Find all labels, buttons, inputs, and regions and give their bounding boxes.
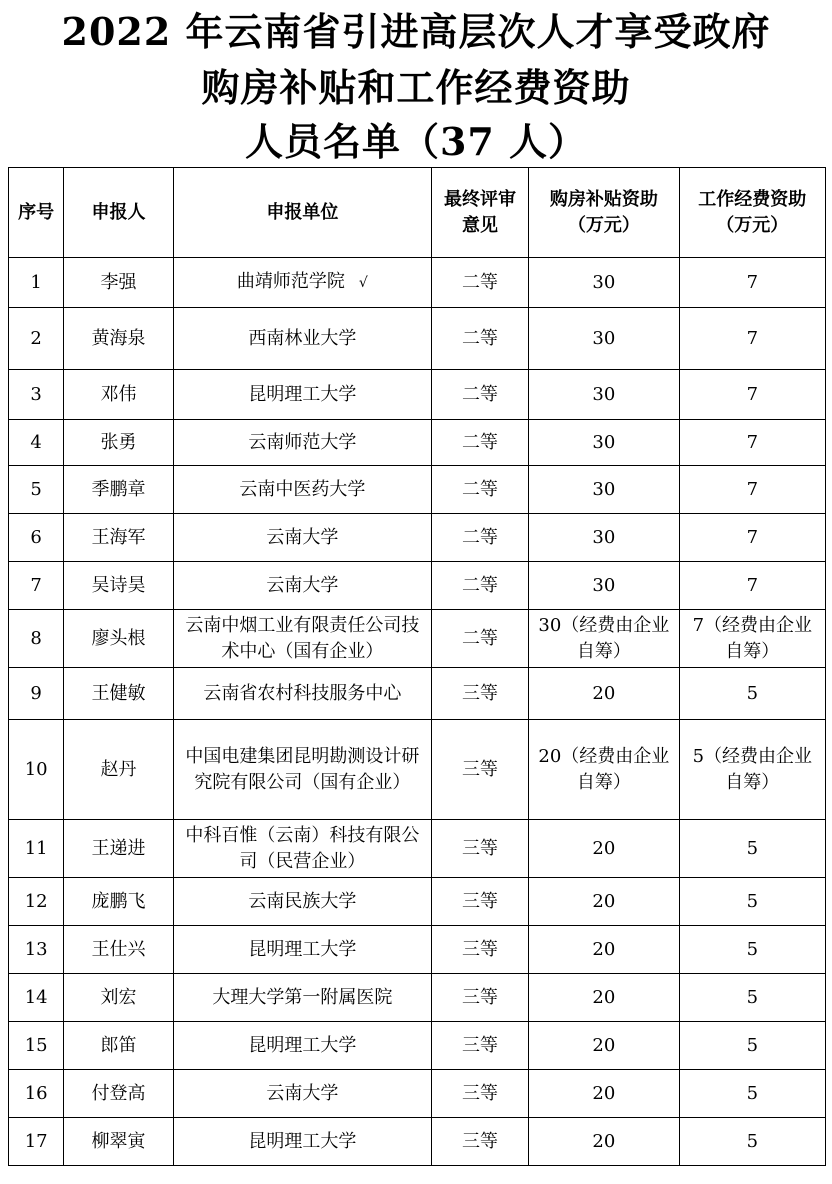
cell-unit	[173, 370, 431, 420]
cell-housing	[529, 370, 680, 420]
cell-seq-text: 13	[24, 938, 48, 960]
cell-name	[64, 668, 174, 720]
cell-funding	[679, 610, 825, 668]
cell-opinion-text: 三等	[461, 758, 498, 780]
cell-seq	[9, 1022, 64, 1070]
cell-funding	[679, 562, 825, 610]
cell-opinion	[431, 1022, 528, 1070]
cell-housing	[529, 466, 680, 514]
cell-seq-text: 3	[30, 383, 42, 405]
cell-name-text: 王海军	[91, 526, 146, 548]
cell-housing-text: 20	[592, 682, 616, 704]
cell-opinion-text: 三等	[461, 1130, 498, 1152]
cell-housing-text: 20	[592, 890, 616, 912]
cell-funding	[679, 370, 825, 420]
cell-opinion-text: 三等	[461, 837, 498, 859]
cell-funding-text: 5	[746, 682, 759, 704]
cell-unit-text: 云南师范大学	[248, 431, 357, 453]
cell-seq	[9, 514, 64, 562]
cell-unit-text: 大理大学第一附属医院	[212, 986, 393, 1008]
table-row	[9, 1022, 826, 1070]
table-row	[9, 1118, 826, 1166]
cell-name-text: 廖头根	[91, 627, 146, 649]
cell-seq	[9, 878, 64, 926]
cell-name-text: 王递进	[91, 837, 146, 859]
cell-opinion	[431, 258, 528, 308]
cell-opinion	[431, 820, 528, 878]
cell-funding-text: 5（经费由企业自筹）	[692, 745, 813, 793]
cell-seq-text: 5	[30, 478, 42, 500]
cell-name-text: 郎笛	[100, 1034, 137, 1056]
cell-housing	[529, 878, 680, 926]
cell-unit	[173, 466, 431, 514]
cell-name-text: 吴诗昊	[91, 574, 146, 596]
table-row	[9, 720, 826, 820]
title-line-1: 2022 年云南省引进高层次人才享受政府	[61, 9, 771, 54]
cell-unit	[173, 974, 431, 1022]
cell-unit	[173, 878, 431, 926]
cell-name-text: 付登高	[91, 1082, 146, 1104]
cell-housing-text: 30	[592, 383, 616, 405]
cell-opinion-text: 二等	[461, 383, 498, 405]
cell-opinion	[431, 514, 528, 562]
cell-funding	[679, 974, 825, 1022]
cell-opinion	[431, 466, 528, 514]
cell-opinion-text: 二等	[461, 526, 498, 548]
cell-seq	[9, 974, 64, 1022]
cell-funding	[679, 668, 825, 720]
cell-funding	[679, 258, 825, 308]
table-row	[9, 610, 826, 668]
cell-name	[64, 720, 174, 820]
cell-funding	[679, 720, 825, 820]
cell-seq-text: 11	[24, 837, 48, 859]
cell-funding-text: 7	[746, 574, 759, 596]
cell-name-text: 赵丹	[100, 758, 137, 780]
cell-seq	[9, 668, 64, 720]
cell-housing-text: 30	[592, 478, 616, 500]
cell-unit-text: 昆明理工大学	[248, 383, 357, 405]
table-header-row	[9, 168, 826, 258]
cell-housing-text: 30	[592, 526, 616, 548]
table-row	[9, 258, 826, 308]
cell-seq-text: 15	[24, 1034, 48, 1056]
cell-funding	[679, 1022, 825, 1070]
cell-housing-text: 20	[592, 1034, 616, 1056]
cell-housing-text: 30	[592, 574, 616, 596]
cell-opinion	[431, 878, 528, 926]
cell-opinion-text: 三等	[461, 682, 498, 704]
cell-unit-text: 云南中烟工业有限责任公司技术中心（国有企业）	[185, 614, 420, 662]
award-list-table	[8, 167, 826, 1166]
cell-funding	[679, 1118, 825, 1166]
cell-opinion	[431, 668, 528, 720]
cell-seq	[9, 466, 64, 514]
cell-housing-text: 30	[592, 431, 616, 453]
cell-opinion-text: 二等	[461, 271, 498, 293]
cell-funding	[679, 820, 825, 878]
cell-housing-text: 20	[592, 938, 616, 960]
cell-opinion-text: 二等	[461, 327, 498, 349]
cell-unit-text: 云南大学	[266, 526, 339, 548]
cell-unit	[173, 562, 431, 610]
cell-funding-text: 7	[746, 526, 759, 548]
cell-housing-text: 30（经费由企业自筹）	[538, 614, 670, 662]
cell-funding	[679, 308, 825, 370]
cell-unit	[173, 420, 431, 466]
cell-unit	[173, 610, 431, 668]
cell-name-text: 邓伟	[100, 383, 137, 405]
cell-unit-text: 云南省农村科技服务中心	[203, 682, 402, 704]
cell-funding-text: 7（经费由企业自筹）	[692, 614, 813, 662]
table-row	[9, 668, 826, 720]
cell-opinion	[431, 926, 528, 974]
cell-unit-text: 中科百惟（云南）科技有限公司（民营企业）	[185, 824, 420, 872]
cell-funding	[679, 878, 825, 926]
table-row	[9, 878, 826, 926]
cell-name	[64, 420, 174, 466]
cell-housing	[529, 610, 680, 668]
cell-name	[64, 562, 174, 610]
header-housing: 购房补贴资助（万元）	[529, 168, 680, 258]
cell-seq	[9, 720, 64, 820]
title-line-3: 人员名单（37 人）	[244, 119, 588, 164]
cell-opinion-text: 三等	[461, 1034, 498, 1056]
cell-housing	[529, 820, 680, 878]
cell-housing-text: 20	[592, 837, 616, 859]
cell-unit	[173, 668, 431, 720]
cell-funding-text: 7	[746, 431, 759, 453]
cell-seq	[9, 258, 64, 308]
table-row	[9, 562, 826, 610]
cell-unit	[173, 1022, 431, 1070]
title-line-2: 购房补贴和工作经费资助	[201, 65, 631, 110]
cell-seq	[9, 1118, 64, 1166]
cell-name-text: 刘宏	[100, 986, 137, 1008]
cell-opinion	[431, 370, 528, 420]
cell-funding-text: 5	[746, 890, 759, 912]
cell-housing-text: 20	[592, 1082, 616, 1104]
cell-housing	[529, 562, 680, 610]
cell-unit	[173, 720, 431, 820]
table-row	[9, 820, 826, 878]
cell-opinion	[431, 974, 528, 1022]
cell-unit-text: 中国电建集团昆明勘测设计研究院有限公司（国有企业）	[185, 745, 420, 793]
cell-opinion	[431, 610, 528, 668]
cell-funding	[679, 1070, 825, 1118]
table-row	[9, 466, 826, 514]
cell-seq-text: 8	[30, 627, 42, 649]
cell-unit	[173, 1070, 431, 1118]
cell-unit	[173, 1118, 431, 1166]
cell-opinion-text: 三等	[461, 890, 498, 912]
cell-housing-text: 20	[592, 1130, 616, 1152]
cell-funding-text: 5	[746, 837, 759, 859]
cell-funding	[679, 926, 825, 974]
header-funding: 工作经费资助（万元）	[679, 168, 825, 258]
cell-seq-text: 6	[30, 526, 42, 548]
cell-seq-text: 4	[30, 431, 42, 453]
cell-housing	[529, 308, 680, 370]
cell-seq-text: 9	[30, 682, 42, 704]
cell-unit-text: 昆明理工大学	[248, 1034, 357, 1056]
cell-housing	[529, 1070, 680, 1118]
cell-seq-text: 1	[30, 271, 42, 293]
cell-unit-text: 西南林业大学	[248, 327, 357, 349]
cell-seq-text: 14	[24, 986, 48, 1008]
cell-unit-text: 云南大学	[266, 574, 339, 596]
cell-name-text: 黄海泉	[91, 327, 146, 349]
cell-housing-text: 30	[592, 327, 616, 349]
cell-seq	[9, 610, 64, 668]
cell-unit	[173, 820, 431, 878]
cell-name	[64, 610, 174, 668]
cell-name	[64, 370, 174, 420]
table-row	[9, 420, 826, 466]
cell-housing-text: 20（经费由企业自筹）	[538, 745, 670, 793]
cell-opinion-text: 二等	[461, 627, 498, 649]
cell-seq	[9, 926, 64, 974]
cell-housing	[529, 1022, 680, 1070]
cell-opinion	[431, 308, 528, 370]
cell-unit	[173, 926, 431, 974]
table-row	[9, 1070, 826, 1118]
cell-name	[64, 1022, 174, 1070]
cell-funding-text: 7	[746, 383, 759, 405]
cell-name-text: 季鹏章	[91, 478, 146, 500]
cell-seq-text: 2	[30, 327, 42, 349]
cell-funding-text: 5	[746, 986, 759, 1008]
cell-opinion	[431, 1118, 528, 1166]
cell-funding	[679, 420, 825, 466]
cell-opinion	[431, 720, 528, 820]
header-unit: 申报单位	[173, 168, 431, 258]
cell-name-text: 王仕兴	[91, 938, 146, 960]
header-opinion: 最终评审意见	[431, 168, 528, 258]
cell-name	[64, 974, 174, 1022]
cell-funding-text: 7	[746, 271, 759, 293]
cell-name-text: 李强	[100, 271, 137, 293]
cell-name-text: 王健敏	[91, 682, 146, 704]
table-row	[9, 308, 826, 370]
cell-name	[64, 466, 174, 514]
cell-name-text: 庞鹏飞	[91, 890, 146, 912]
cell-opinion-text: 三等	[461, 986, 498, 1008]
cell-housing-text: 30	[592, 271, 616, 293]
cell-housing	[529, 420, 680, 466]
cell-opinion-text: 三等	[461, 1082, 498, 1104]
cell-opinion-text: 二等	[461, 431, 498, 453]
header-name: 申报人	[64, 168, 174, 258]
cell-housing	[529, 1118, 680, 1166]
cell-funding-text: 5	[746, 1082, 759, 1104]
cell-funding-text: 7	[746, 478, 759, 500]
cell-seq-text: 7	[30, 574, 42, 596]
cell-seq-text: 17	[24, 1130, 48, 1152]
cell-name	[64, 514, 174, 562]
cell-housing-text: 20	[592, 986, 616, 1008]
check-mark: √	[358, 275, 368, 291]
cell-seq-text: 16	[24, 1082, 48, 1104]
cell-seq-text: 12	[24, 890, 48, 912]
cell-seq	[9, 820, 64, 878]
cell-seq	[9, 420, 64, 466]
cell-funding-text: 5	[746, 1130, 759, 1152]
cell-housing	[529, 668, 680, 720]
cell-housing	[529, 720, 680, 820]
cell-housing	[529, 974, 680, 1022]
cell-funding	[679, 466, 825, 514]
cell-seq	[9, 370, 64, 420]
cell-opinion-text: 二等	[461, 574, 498, 596]
cell-name-text: 柳翠寅	[91, 1130, 146, 1152]
cell-name-text: 张勇	[100, 431, 137, 453]
cell-opinion	[431, 562, 528, 610]
cell-seq	[9, 562, 64, 610]
cell-opinion-text: 三等	[461, 938, 498, 960]
cell-name	[64, 926, 174, 974]
cell-opinion	[431, 1070, 528, 1118]
cell-name	[64, 308, 174, 370]
table-row	[9, 370, 826, 420]
cell-unit	[173, 258, 431, 308]
cell-opinion	[431, 420, 528, 466]
table-row	[9, 514, 826, 562]
cell-housing	[529, 258, 680, 308]
cell-funding-text: 5	[746, 1034, 759, 1056]
table-row	[9, 974, 826, 1022]
cell-name	[64, 878, 174, 926]
cell-unit-text: 云南大学	[266, 1082, 339, 1104]
cell-seq-text: 10	[24, 758, 48, 780]
cell-unit-text: 昆明理工大学	[248, 1130, 357, 1152]
cell-opinion-text: 二等	[461, 478, 498, 500]
cell-name	[64, 820, 174, 878]
cell-seq	[9, 1070, 64, 1118]
cell-unit	[173, 308, 431, 370]
cell-name	[64, 1118, 174, 1166]
cell-name	[64, 258, 174, 308]
cell-name	[64, 1070, 174, 1118]
cell-unit-text: 昆明理工大学	[248, 938, 357, 960]
cell-unit-text: 云南民族大学	[248, 890, 357, 912]
cell-unit-text: 曲靖师范学院	[236, 271, 345, 292]
cell-funding-text: 5	[746, 938, 759, 960]
cell-unit	[173, 514, 431, 562]
table-row	[9, 926, 826, 974]
cell-unit-text: 云南中医药大学	[239, 478, 366, 500]
header-seq: 序号	[9, 168, 64, 258]
cell-funding-text: 7	[746, 327, 759, 349]
cell-housing	[529, 926, 680, 974]
cell-funding	[679, 514, 825, 562]
cell-seq	[9, 308, 64, 370]
cell-housing	[529, 514, 680, 562]
